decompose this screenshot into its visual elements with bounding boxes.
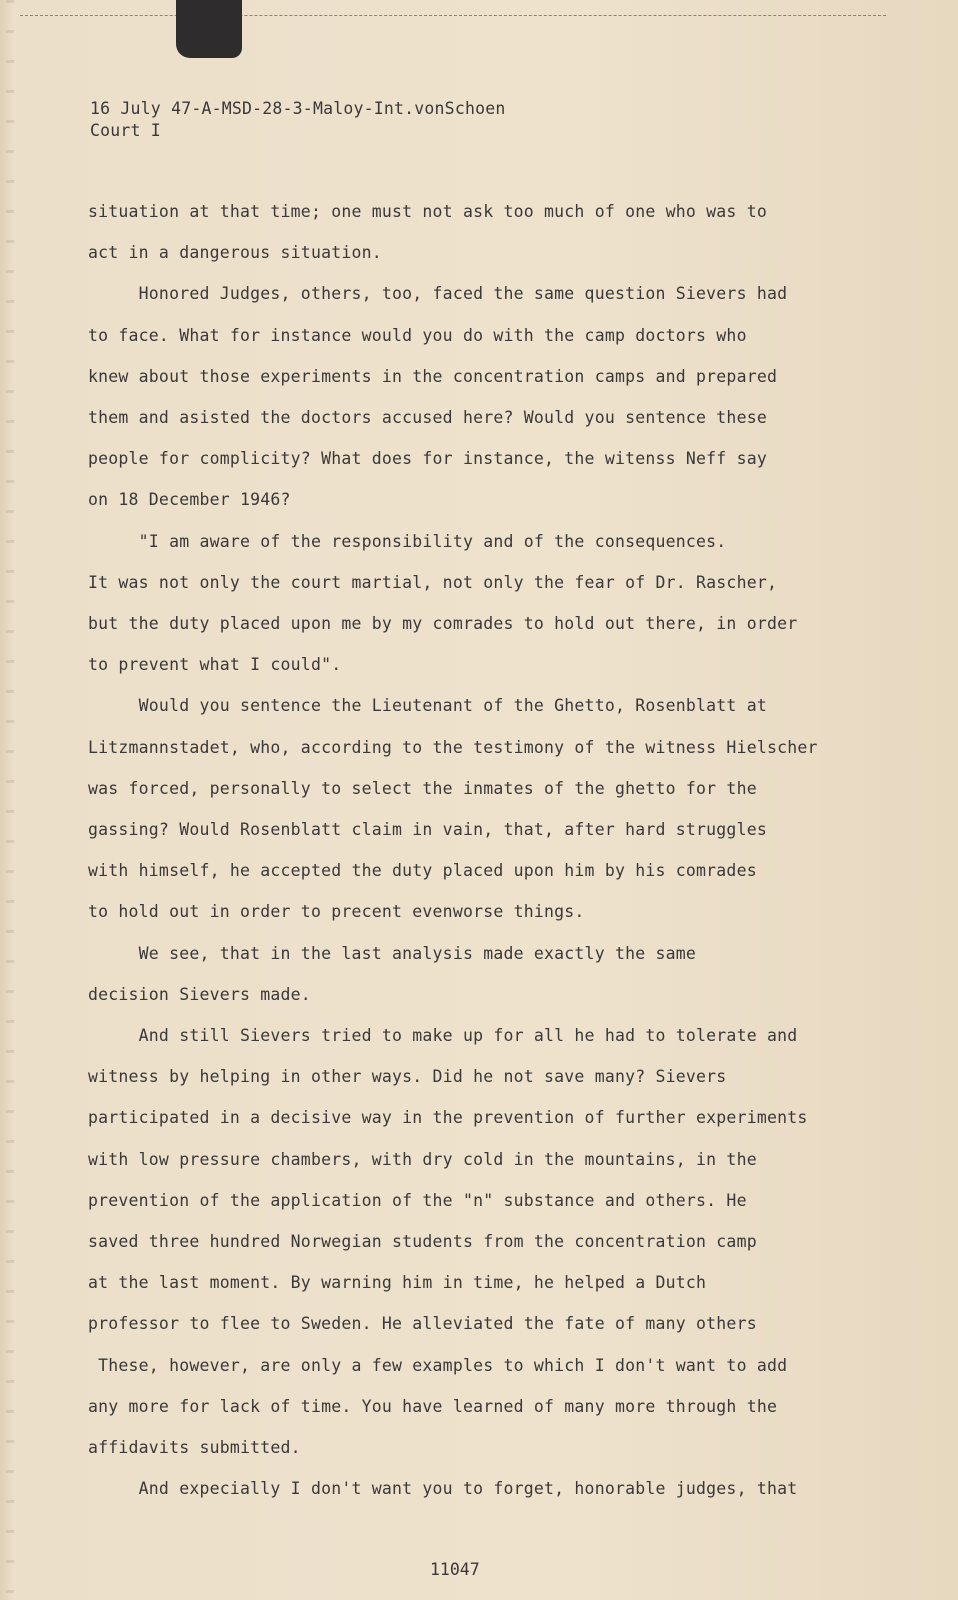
text-line: with himself, he accepted the duty placed upon him by his comrades [88, 861, 757, 880]
text-line: to prevent what I could". [88, 655, 342, 674]
text-line: knew about those experiments in the concentration camps and prepared [88, 367, 778, 386]
text-line: Litzmannstadet, who, according to the testimony of the witness Hielscher [88, 738, 818, 757]
text-line: witness by helping in other ways. Did he not save many? Sievers [88, 1067, 727, 1086]
header-court: Court I [90, 121, 161, 140]
page-number: 11047 [430, 1560, 480, 1579]
text-line: was forced, personally to select the inmates of the ghetto for the [88, 779, 757, 798]
text-line: but the duty placed upon me by my comrades to hold out there, in order [88, 614, 798, 633]
page-edge-binding [6, 0, 14, 1600]
header-reference: 16 July 47-A-MSD-28-3-Maloy-Int.vonSchoen [90, 99, 506, 118]
text-line: It was not only the court martial, not only the fear of Dr. Rascher, [88, 573, 778, 592]
text-line: prevention of the application of the "n" substance and others. He [88, 1191, 747, 1210]
text-line: to hold out in order to precent evenworse things. [88, 902, 585, 921]
text-line: These, however, are only a few examples to which I don't want to add [88, 1356, 788, 1375]
text-line: any more for lack of time. You have learned of many more through the [88, 1397, 778, 1416]
text-line: with low pressure chambers, with dry cold in the mountains, in the [88, 1150, 757, 1169]
text-line: them and asisted the doctors accused here? Would you sentence these [88, 408, 767, 427]
text-line: saved three hundred Norwegian students from the concentration camp [88, 1232, 757, 1251]
text-line: decision Sievers made. [88, 985, 311, 1004]
top-dashed-rule [20, 15, 886, 16]
text-line: at the last moment. By warning him in time, he helped a Dutch [88, 1273, 707, 1292]
text-line: And expecially I don't want you to forget, honorable judges, that [88, 1479, 798, 1498]
text-line: to face. What for instance would you do with the camp doctors who [88, 326, 747, 345]
text-line: affidavits submitted. [88, 1438, 301, 1457]
text-line: professor to flee to Sweden. He alleviated the fate of many others [88, 1314, 757, 1333]
text-line: people for complicity? What does for instance, the witenss Neff say [88, 449, 767, 468]
text-line: Would you sentence the Lieutenant of the Ghetto, Rosenblatt at [88, 696, 767, 715]
text-line: participated in a decisive way in the prevention of further experiments [88, 1108, 808, 1127]
text-line: act in a dangerous situation. [88, 243, 382, 262]
text-line: Honored Judges, others, too, faced the same question Sievers had [88, 284, 788, 303]
text-line: We see, that in the last analysis made exactly the same [88, 944, 697, 963]
text-line: And still Sievers tried to make up for all he had to tolerate and [88, 1026, 798, 1045]
text-line: gassing? Would Rosenblatt claim in vain, that, after hard struggles [88, 820, 767, 839]
text-line: on 18 December 1946? [88, 490, 291, 509]
document-header [90, 98, 506, 142]
text-line: "I am aware of the responsibility and of the consequences. [88, 532, 727, 551]
text-line: situation at that time; one must not ask too much of one who was to [88, 202, 767, 221]
tape-mark [176, 0, 242, 58]
